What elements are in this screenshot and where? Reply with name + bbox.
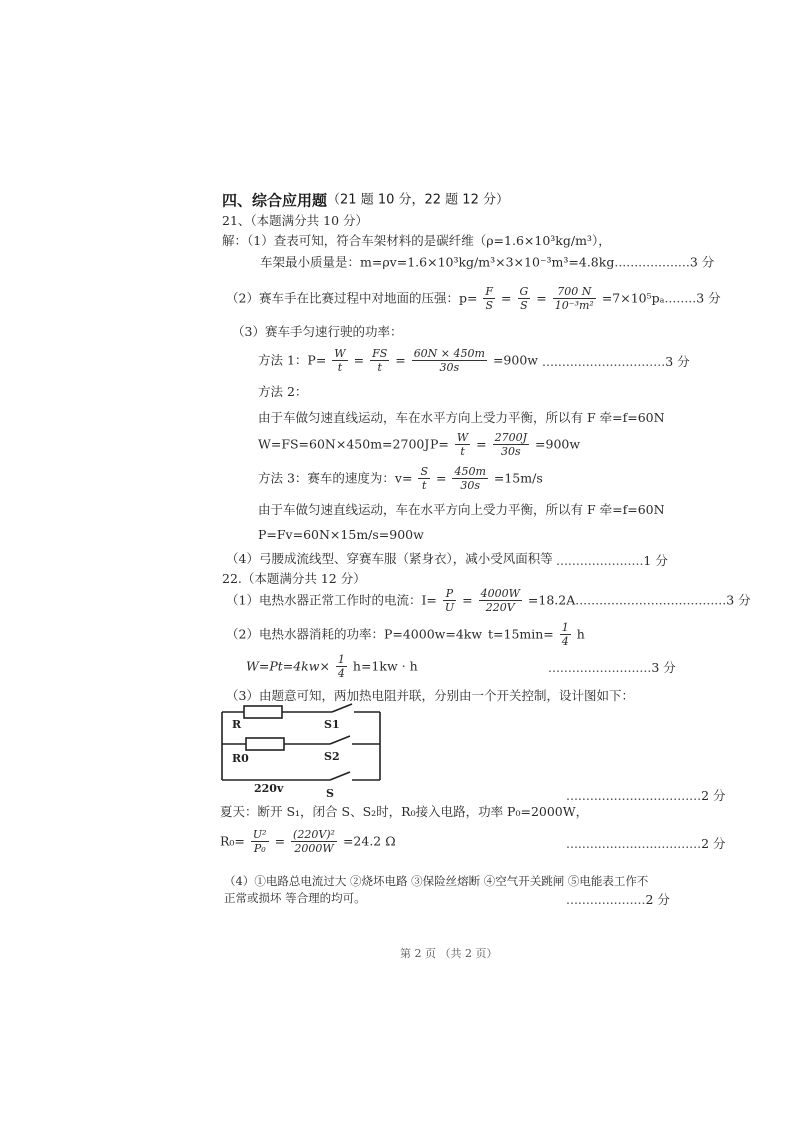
q22-p4-line1: （4）①电路总电流过大 ②烧坏电路 ③保险丝熔断 ④空气开关跳闸 ⑤电能表工作不 — [224, 874, 649, 888]
q21-p1-line2 — [260, 254, 714, 271]
q21-p4-text: （4）弓腰成流线型、穿赛车服（紧身衣），减小受风面积等 — [226, 551, 553, 566]
q22-p4-score: 2 分 — [645, 892, 670, 907]
q21-p4-dots: ...................... — [556, 553, 644, 568]
q22-p2-dots: .......................... — [548, 660, 652, 675]
frac-denominator: 10⁻³m² — [554, 299, 594, 312]
q22-p2-t: t=15min= — [488, 626, 554, 642]
q21-m2-work-line — [258, 428, 429, 460]
q21-m2-power-line — [430, 428, 580, 460]
q21-m1-result: =900w — [492, 352, 538, 368]
q22-r0-line — [220, 824, 396, 858]
q21-method1 — [258, 344, 538, 376]
q22-p2-line2 — [246, 650, 418, 682]
q21-m2-result: =900w — [535, 436, 581, 452]
q22-p1-line — [226, 584, 751, 616]
q21-header: 21、（本题满分共 10 分） — [222, 213, 369, 228]
q21-p2-fraction-f-s — [483, 285, 495, 312]
frac-numerator: (220V)² — [293, 828, 335, 841]
frac-numerator: U² — [252, 828, 267, 841]
q22-p1-fraction-value — [479, 587, 522, 614]
q22-p3-text: （3）由题意可知，两加热电阻并联，分别由一个开关控制，设计图如下： — [226, 688, 634, 703]
q22-p2-score: 3 分 — [651, 660, 676, 675]
q22-p2-fraction-quarter-2 — [336, 653, 347, 680]
label-s2: S2 — [324, 750, 340, 763]
q21-p4-score: 1 分 — [643, 553, 668, 568]
frac-numerator: 700 N — [553, 285, 596, 299]
equals: = — [395, 352, 406, 368]
q21-p2-fraction-g-s — [518, 285, 531, 312]
frac-denominator: t — [460, 445, 465, 458]
q21-m3-fraction-value — [452, 465, 487, 492]
equals: = — [274, 833, 286, 849]
frac-numerator: 1 — [337, 653, 345, 666]
q21-p1-dots: ................... — [614, 254, 690, 270]
frac-denominator: t — [337, 361, 343, 374]
q22-p3-score: 2 分 — [701, 788, 726, 803]
frac-numerator: P — [443, 587, 456, 601]
q22-r0-dots: .................................. — [566, 836, 702, 851]
q22-p4-dots: .................... — [566, 892, 646, 907]
frac-denominator: 220V — [485, 601, 515, 614]
label-s1: S1 — [324, 718, 340, 731]
section-heading — [222, 192, 509, 209]
q21-m3-fraction-s-t — [418, 465, 430, 492]
resistor-r — [244, 706, 282, 718]
q22-r0-result: =24.2 Ω — [342, 833, 396, 849]
q22-p2-fraction-quarter — [560, 621, 571, 648]
section-title: 四、综合应用题 — [222, 191, 328, 210]
q22-p1-fraction-p-u — [443, 587, 456, 614]
q21-p1-score: 3 分 — [689, 254, 715, 270]
label-220v: 220v — [254, 782, 284, 795]
q22-r0-score-line — [566, 834, 726, 852]
frac-numerator: W — [456, 431, 469, 444]
q22-p1-dots: ...................................... — [575, 592, 727, 608]
equals: = — [501, 290, 512, 306]
q21-m2-title: 方法 2： — [258, 384, 308, 399]
frac-numerator: G — [519, 285, 529, 298]
q21-p2-score: 3 分 — [696, 290, 721, 306]
frac-numerator: W — [334, 347, 346, 360]
frac-denominator: 30s — [460, 479, 480, 492]
q22-p2-t-unit: h — [576, 626, 585, 642]
q21-m1-prefix: 方法 1：P= — [258, 352, 327, 368]
page-footer: 第 2 页 （共 2 页） — [400, 947, 498, 960]
q22-p1-prefix: （1）电热水器正常工作时的电流：I= — [226, 592, 437, 608]
circuit-diagram — [214, 700, 394, 800]
label-s: S — [326, 787, 334, 800]
q22-p2-line2-result: h=1kw · h — [352, 658, 418, 674]
q22-r0-fraction-value — [291, 828, 337, 855]
q22-p2-score-line — [548, 658, 676, 676]
q21-m1-fraction-w-t — [332, 347, 347, 374]
frac-denominator: 4 — [337, 667, 345, 680]
q22-p4-line2: 正常或损坏 等合理的均可。 — [224, 891, 366, 905]
q21-m1-score-line — [542, 352, 690, 370]
switch-s2 — [330, 736, 350, 744]
equals: = — [536, 290, 547, 306]
frac-denominator: 30s — [501, 445, 521, 458]
equals: = — [353, 352, 365, 368]
q22-p1-result: =18.2A — [527, 592, 576, 608]
q21-m2-fraction-w-t — [455, 431, 470, 458]
q21-method3 — [258, 462, 543, 494]
q21-p2-result: =7×10⁵pₐ — [601, 290, 665, 306]
q21-m1-fraction-value — [412, 347, 487, 374]
q22-r0-score: 2 分 — [701, 836, 726, 851]
frac-numerator: 2700J — [494, 431, 528, 444]
switch-s1 — [332, 704, 352, 712]
q21-p2-prefix: （2）赛车手在比赛过程中对地面的压强：p= — [226, 290, 478, 306]
frac-numerator: F — [485, 285, 494, 298]
q21-m3-result: =15m/s — [493, 470, 543, 486]
q21-p2-dots: ........ — [664, 290, 697, 306]
q22-p3-score-line — [566, 786, 726, 804]
q22-p4-score-line — [566, 890, 670, 908]
q21-m3-line3: P=Fv=60N×15m/s=900w — [258, 527, 424, 542]
q21-p2-fraction-value — [553, 285, 596, 312]
q22-p2-line1 — [226, 618, 482, 650]
frac-denominator: S — [520, 299, 528, 312]
q21-m2-line1: 由于车做匀速直线运动，车在水平方向上受力平衡，所以有 F 牵=f=60N — [258, 410, 665, 425]
q22-r0-fraction-u2-p0 — [251, 828, 269, 855]
frac-numerator: 4000W — [480, 587, 520, 600]
q21-m3-prefix: 方法 3：赛车的速度为：v= — [258, 470, 413, 486]
q22-p3-dots: .................................. — [566, 788, 702, 803]
frac-denominator: 2000W — [294, 842, 334, 855]
equals: = — [476, 436, 487, 452]
frac-numerator: 450m — [454, 465, 486, 478]
q21-m1-score: 3 分 — [665, 354, 690, 369]
q21-m1-dots: ............................... — [542, 354, 666, 369]
q21-p1-line1: 解：（1）查表可知，符合车架材料的是碳纤维（ρ=1.6×10³kg/m³）， — [222, 233, 611, 248]
frac-denominator: 30s — [439, 361, 460, 374]
frac-numerator: 60N × 450m — [413, 347, 485, 360]
q21-m1-fraction-fs-t — [370, 347, 389, 374]
frac-denominator: 4 — [561, 635, 569, 648]
switch-s — [330, 772, 350, 780]
q22-p1-score: 3 分 — [726, 592, 751, 608]
q21-m3-line2: 由于车做匀速直线运动，车在水平方向上受力平衡，所以有 F 牵=f=60N — [258, 502, 665, 517]
q22-p2-text: （2）电热水器消耗的功率：P=4000w=4kw — [226, 626, 483, 642]
q22-p2-time — [488, 618, 585, 650]
equals: = — [435, 470, 447, 486]
frac-numerator: S — [420, 465, 428, 478]
frac-numerator: 1 — [561, 621, 569, 634]
q21-m2-p-prefix: P= — [430, 436, 449, 452]
q22-p2-line2-prefix: W=Pt=4kw× — [246, 658, 330, 674]
q22-r0-prefix: R₀= — [220, 833, 245, 849]
q21-p2-line — [226, 282, 721, 314]
frac-denominator: P₀ — [253, 842, 266, 855]
resistor-r0 — [246, 738, 284, 750]
label-r: R — [232, 718, 242, 731]
q21-m2-work: W=FS=60N×450m=2700J — [258, 436, 430, 452]
frac-denominator: U — [444, 601, 455, 614]
equals: = — [462, 592, 473, 608]
frac-denominator: S — [485, 299, 494, 312]
q21-p1-mass: 车架最小质量是：m=ρv=1.6×10³kg/m³×3×10⁻³m³=4.8kg — [260, 254, 615, 270]
q21-p3-title: （3）赛车手匀速行驶的功率： — [232, 324, 403, 339]
frac-denominator: t — [377, 361, 382, 374]
label-r0: R0 — [232, 752, 249, 765]
q22-header: 22.（本题满分共 12 分） — [222, 571, 366, 586]
frac-numerator: FS — [372, 347, 388, 360]
q21-p4-score-line — [556, 551, 668, 569]
frac-denominator: t — [422, 479, 427, 492]
q21-m2-fraction-value — [493, 431, 529, 458]
section-points: （21 题 10 分，22 题 12 分） — [327, 192, 509, 208]
q22-summer-line: 夏天：断开 S₁，闭合 S、S₂时，R₀接入电路，功率 P₀=2000W， — [220, 804, 589, 819]
